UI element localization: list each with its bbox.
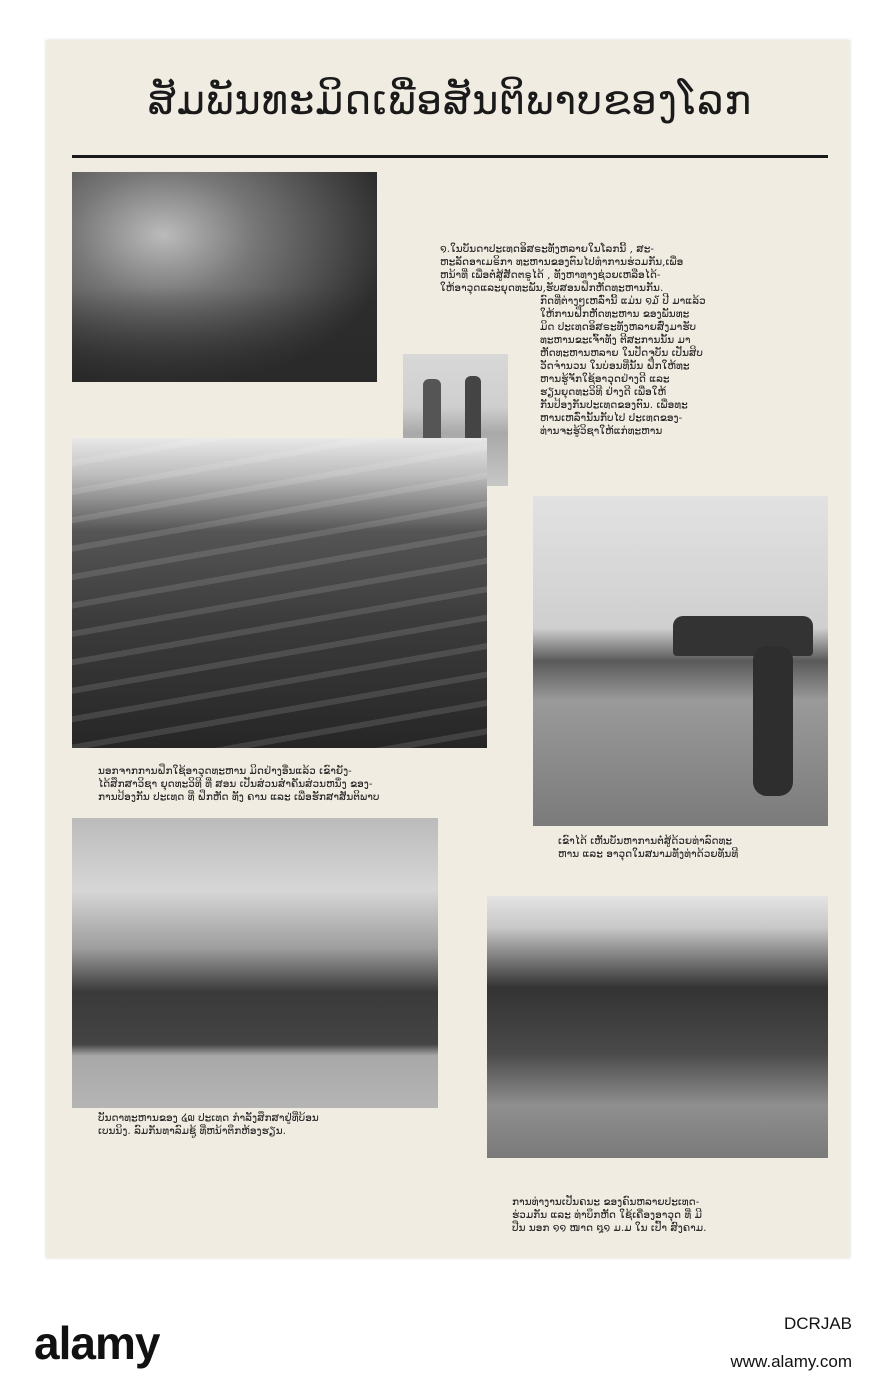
paragraph-line: ໃຫ້ອາວຸດແລະຍຸດທະພັນ,ຮັບສອນຝຶກຫັດທະຫານກັນ. bbox=[440, 282, 664, 294]
site-url[interactable]: www.alamy.com bbox=[730, 1352, 852, 1371]
caption-line: ເບນນິງ. ລົມກັນທາລົມຊູ້ ທີ່ຫນ້າຕຶກຫ້ອງຮຽນ. bbox=[98, 1125, 286, 1137]
paragraph-line: ຫນ້າທີ່ ເພື່ອຕໍ່ສູ້ສັດຕຣູໄດ້ , ທັງຫາທາງຊ່ວຍເຫລືອໄດ້- bbox=[440, 269, 661, 281]
title-divider bbox=[72, 155, 828, 158]
page-title: ສັມພັນທະມິດເພື່ອສັນຕິພາບຂອງໂລກ bbox=[147, 78, 753, 124]
caption-classroom bbox=[98, 765, 379, 804]
caption-line: ບັນດາທະຫານຂອງ ໔໙ ປະເທດ ກຳລັງສຶກສາຢູ່ທີ່ບ້ອນ bbox=[98, 1112, 319, 1124]
paragraph-line: ກັນປ້ອງກັນປະເທດຂອງຕົນ. ເພື່ອທະ bbox=[540, 399, 688, 411]
intro-paragraph bbox=[440, 243, 706, 438]
paragraph-line: ຫານເຫລົ່ານັ້ນກັບໄປ ປະເທດຂອງ- bbox=[540, 412, 683, 424]
paragraph-line: ໑.ໃນບັນດາປະເທດອິສຣະທັງຫລາຍໃນໂລກນີ້ , ສະ- bbox=[440, 243, 654, 255]
caption-line: ການປ້ອງກັນ ປະເທດ ທີ່ ຝຶກຫັດ ທັງ ຄານ ແລະ ເພື່ອຮັກສາສັນຕິພາບ bbox=[98, 791, 380, 803]
caption-line: ໄດ້ສຶກສາວິຊາ ຍຸດທະວິທີ ທີ່ ສອນ ເປັນສ່ວນສຳຄັນສ່ວນຫນຶ່ງ ຂອງ- bbox=[98, 778, 373, 790]
caption-line: ຫານ ແລະ ອາວຸດໃນສນາມທັງທ່າດ້ວຍທັນທີ bbox=[558, 848, 739, 860]
photo-tank-field bbox=[533, 496, 828, 826]
caption-line: ປືນ ນອກ ໑໑ ໜາດ ໘໑ ມ.ມ ໃນ ເປົ້າ ສົງຄາມ. bbox=[512, 1222, 707, 1234]
paragraph-line: ທ່ານຈະຮູ້ວິຊາໃຫ້ແກ່ທະຫານ bbox=[540, 425, 663, 437]
caption-line: ເຂົາໄດ້ ເຫັນບັນຫາການຕໍ່ສູ້ດ້ວຍທ່າລົດທະ bbox=[558, 835, 733, 847]
paragraph-line: ຫະລັດອາເມຣິກາ ທະຫານຂອງຕົນໄປທຳການຮ່ວມກັນ,ເພື່ອ bbox=[440, 256, 684, 268]
caption-mortar bbox=[512, 1196, 706, 1235]
paragraph-line: ໃຫ້ການຝຶກຫັດທະຫານ ຂອງພັນທະ bbox=[540, 308, 690, 320]
photo-mortar-crew bbox=[487, 896, 828, 1158]
paragraph-line: ກົດທີ່ຕ່າງໆເຫລົ່ານີ້ ແມ່ນ ໑໓ ປີ ມາແລ້ວ bbox=[540, 295, 706, 307]
paragraph-line: ຫານຮູ້ຈັກໃຊ້ອາວຸດຢ່າງດີ ແລະ bbox=[540, 373, 670, 385]
image-id: DCRJAB bbox=[783, 1314, 852, 1333]
caption-tank bbox=[558, 835, 738, 861]
caption-line: ຮ່ວມກັນ ແລະ ທ່າບຶກຫັດ ໃຊ້ເຄື່ອງອາວຸດ ທີ່ ມີ bbox=[512, 1209, 702, 1221]
photo-school-building-group bbox=[72, 818, 438, 1108]
caption-building bbox=[98, 1112, 319, 1138]
paragraph-line: ທະຫານຂະເຈົ້າທັງ ຕີສະການນັ້ນ ມາ bbox=[540, 334, 691, 346]
photo-classroom bbox=[72, 438, 487, 748]
caption-line: ການທ່າງານເປັນຄນະ ຂອງຄົນຫລາຍປະເທດ- bbox=[512, 1196, 700, 1208]
photo-machine-gun-soldiers bbox=[72, 172, 377, 382]
paragraph-line: ມິດ ປະເທດອິສຣະທັງຫລາຍສົ່ງມາຮັບ bbox=[540, 321, 697, 333]
alamy-logo: alamy bbox=[34, 1317, 160, 1369]
paragraph-line: ວັດຈຳນວນ ໃນບ່ອນທີ່ນັ້ນ ຝຶກໃຫ້ທະ bbox=[540, 360, 690, 372]
paragraph-line: ຮຽນຍຸດທະວິທີ ຢ່າງດີ ເພື່ອໃຫ້ bbox=[540, 386, 667, 398]
caption-line: ນອກຈາກການຝຶກໃຊ້ອາວຸດທະຫານ ມິດຢ່າງອື່ນແລ້ວ ເຂົາຍັງ- bbox=[98, 765, 352, 777]
paragraph-line: ຫັດທະຫານຫລາຍ ໃນປັດຈຸບັນ ເປັນສິບ bbox=[540, 347, 703, 359]
